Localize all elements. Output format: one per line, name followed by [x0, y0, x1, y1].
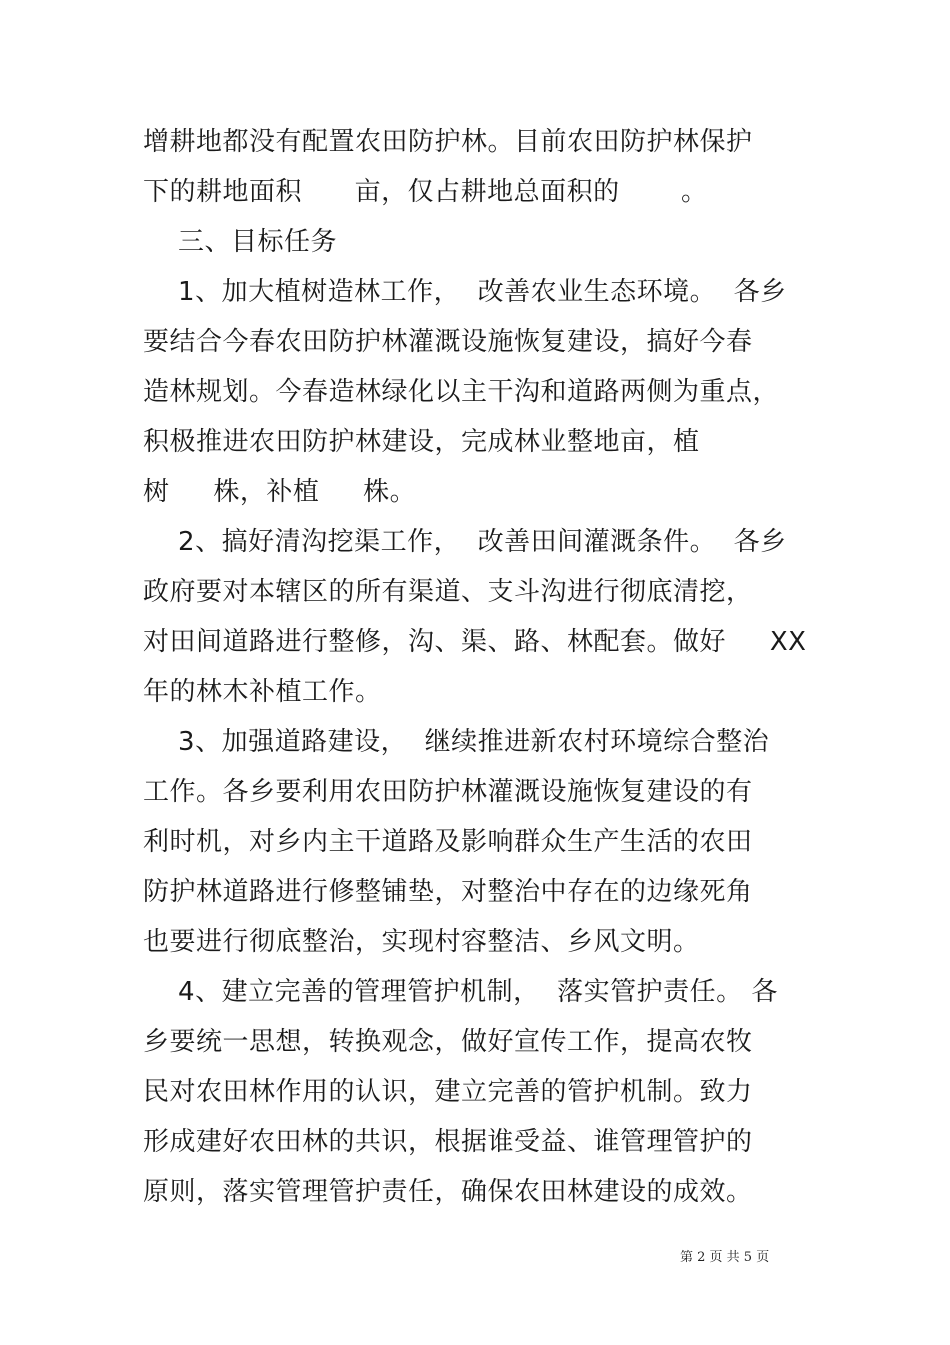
- text-line: 形成建好农田林的共识，根据谁受益、谁管理管护的: [143, 1127, 753, 1157]
- text-line: 防护林道路进行修整铺垫，对整治中存在的边缘死角: [143, 877, 753, 907]
- text-line: 2、搞好清沟挖渠工作， 改善田间灌溉条件。 各乡: [143, 527, 787, 557]
- text-line: 乡要统一思想，转换观念，做好宣传工作，提高农牧: [143, 1027, 753, 1057]
- text-line: 下的耕地面积 亩，仅占耕地总面积的 。: [143, 177, 708, 207]
- text-line: 树 株，补植 株。: [143, 477, 417, 507]
- text-line: 利时机，对乡内主干道路及影响群众生产生活的农田: [143, 827, 753, 857]
- text-line: 3、加强道路建设， 继续推进新农村环境综合整治: [143, 727, 770, 757]
- section-heading: 三、目标任务: [143, 227, 338, 257]
- text-line: 对田间道路进行整修，沟、渠、路、林配套。做好 XX: [143, 627, 807, 657]
- text-line: 增耕地都没有配置农田防护林。目前农田防护林保护: [143, 127, 753, 157]
- text-line: 年的林木补植工作。: [143, 677, 382, 707]
- text-line: 1、加大植树造林工作， 改善农业生态环境。 各乡: [143, 277, 787, 307]
- text-line: 要结合今春农田防护林灌溉设施恢复建设，搞好今春: [143, 327, 753, 357]
- text-line: 积极推进农田防护林建设，完成林业整地亩，植: [143, 427, 700, 457]
- text-line: 4、建立完善的管理管护机制， 落实管护责任。 各: [143, 977, 778, 1007]
- text-line: 工作。各乡要利用农田防护林灌溉设施恢复建设的有: [143, 777, 753, 807]
- text-line: 政府要对本辖区的所有渠道、支斗沟进行彻底清挖，: [143, 577, 753, 607]
- text-line: 造林规划。今春造林绿化以主干沟和道路两侧为重点，: [143, 377, 780, 407]
- text-line: 原则，落实管理管护责任，确保农田林建设的成效。: [143, 1177, 753, 1207]
- text-line: 也要进行彻底整治，实现村容整洁、乡风文明。: [143, 927, 700, 957]
- page-number-footer: 第 2 页 共 5 页: [680, 1250, 770, 1265]
- text-line: 民对农田林作用的认识，建立完善的管护机制。致力: [143, 1077, 753, 1107]
